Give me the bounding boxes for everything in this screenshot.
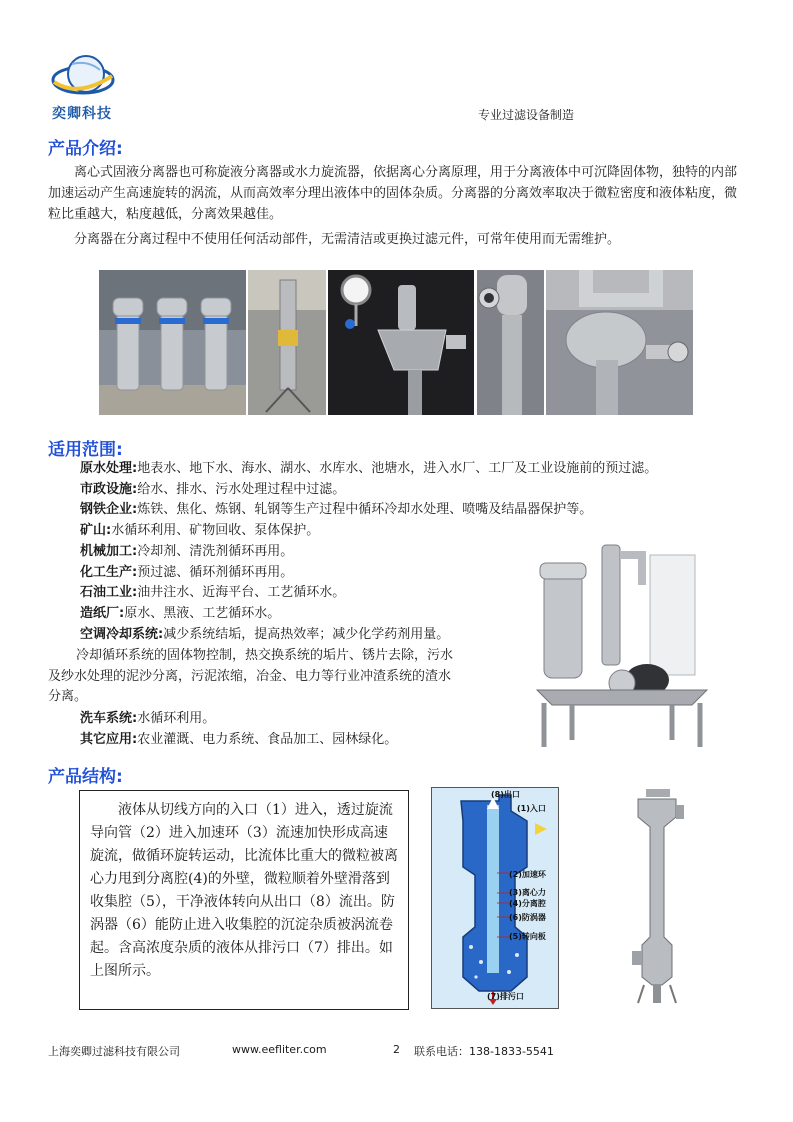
photo-separator-side: [626, 787, 688, 1005]
logo-text: 奕卿科技: [52, 106, 112, 122]
extra-line-3: 分离。: [48, 689, 88, 705]
photo-pipe-separator: [546, 270, 693, 415]
structure-heading: 产品结构:: [48, 767, 123, 787]
label-separation-chamber: (4)分离腔: [509, 899, 546, 908]
extra-line-2: 及纱水处理的泥沙分离，污泥浓缩，冶金、电力等行业冲渣系统的渣水: [48, 668, 452, 684]
application-item: 石油工业:油井注水、近海平台、工艺循环水。: [80, 585, 346, 601]
application-item: 洗车系统:水循环利用。: [80, 711, 216, 726]
application-item: 市政设施:给水、排水、污水处理过程中过滤。: [80, 481, 346, 497]
label-inlet: (1)入口: [517, 804, 546, 813]
applications-extra: [48, 646, 508, 708]
application-item: 钢铁企业:炼铁、焦化、炼钢、轧钢等生产过程中循环冷却水处理、喷嘴及结晶器保护等。: [80, 502, 593, 518]
label-accel-ring: (2)加速环: [509, 870, 546, 879]
footer-page-number: 2: [393, 1043, 400, 1056]
application-item: 造纸厂:原水、黑液、工艺循环水。: [80, 605, 281, 621]
label-anti-vortex: (6)防涡器: [509, 913, 546, 922]
intro-paragraph-2: 分离器在分离过程中不使用任何活动部件，无需清洁或更换过滤元件，可常年使用而无需维护。: [74, 232, 621, 247]
photo-skid-unit: [532, 525, 712, 750]
label-centrifugal: (3)离心力: [509, 888, 546, 897]
structure-description-box: [79, 790, 409, 1010]
application-item: 原水处理:地表水、地下水、海水、湖水、水库水、池塘水，进入水厂、工厂及工业设施前的预过滤。: [80, 461, 658, 476]
footer-website[interactable]: www.eefliter.com: [232, 1043, 327, 1056]
photo-flanged-separator: [477, 270, 544, 415]
structure-diagram: [431, 787, 559, 1009]
intro-text: [48, 162, 748, 250]
structure-description: 液体从切线方向的入口（1）进入，透过旋流导向管（2）进入加速环（3）流速加快形成高速旋流，做循环旋转运动，比流体比重大的微粒被离心力甩到分离腔(4)的外壁，微粒顺着外壁滑落到收集腔（5），干净液体转向从出口（8）流出。防涡器（6）能防止进入收集腔的沉淀杂质被涡流卷起。含高浓度杂质的液体从排污口（7）排出。如上图所示。: [90, 802, 398, 979]
application-item: 化工生产:预过滤、循环剂循环再用。: [80, 564, 294, 580]
application-item: 其它应用:农业灌溉、电力系统、食品加工、园林绿化。: [80, 731, 398, 747]
application-item: 机械加工:冷却剂、清洗剂循环再用。: [80, 543, 294, 559]
header-tagline: 专业过滤设备制造: [478, 108, 575, 122]
photo-tall-separator: [248, 270, 326, 415]
intro-heading: 产品介绍:: [48, 139, 123, 159]
extra-line-1: 冷却循环系统的固体物控制，热交换系统的垢片、锈片去除，污水: [76, 648, 454, 663]
applications-heading: 适用范围:: [48, 440, 123, 460]
application-item: 空调冷却系统:减少系统结垢，提高热效率；减少化学药剂用量。: [80, 626, 450, 642]
footer-company: 上海奕卿过滤科技有限公司: [48, 1045, 180, 1058]
label-turning-plate: (5)转向板: [509, 932, 546, 941]
photo-gauge-separator: [328, 270, 474, 415]
label-outlet: (8)出口: [491, 790, 520, 799]
footer-phone: 联系电话：138-1833-5541: [414, 1045, 554, 1058]
photo-triple-separators: [99, 270, 246, 415]
intro-paragraph-1: 离心式固液分离器也可称旋液分离器或水力旋流器，依据离心分离原理，用于分离液体中可沉降固体物，独特的内部加速运动产生高速旋转的涡流，从而高效率分理出液体中的固体杂质。分离器的分离效率取决于微粒密度和液体粘度，微粒比重越大，粘度越低，分离效果越佳。: [48, 165, 738, 222]
label-drain: (7)排污口: [487, 992, 524, 1001]
application-item: 矿山:水循环利用、矿物回收、泵体保护。: [80, 523, 320, 539]
